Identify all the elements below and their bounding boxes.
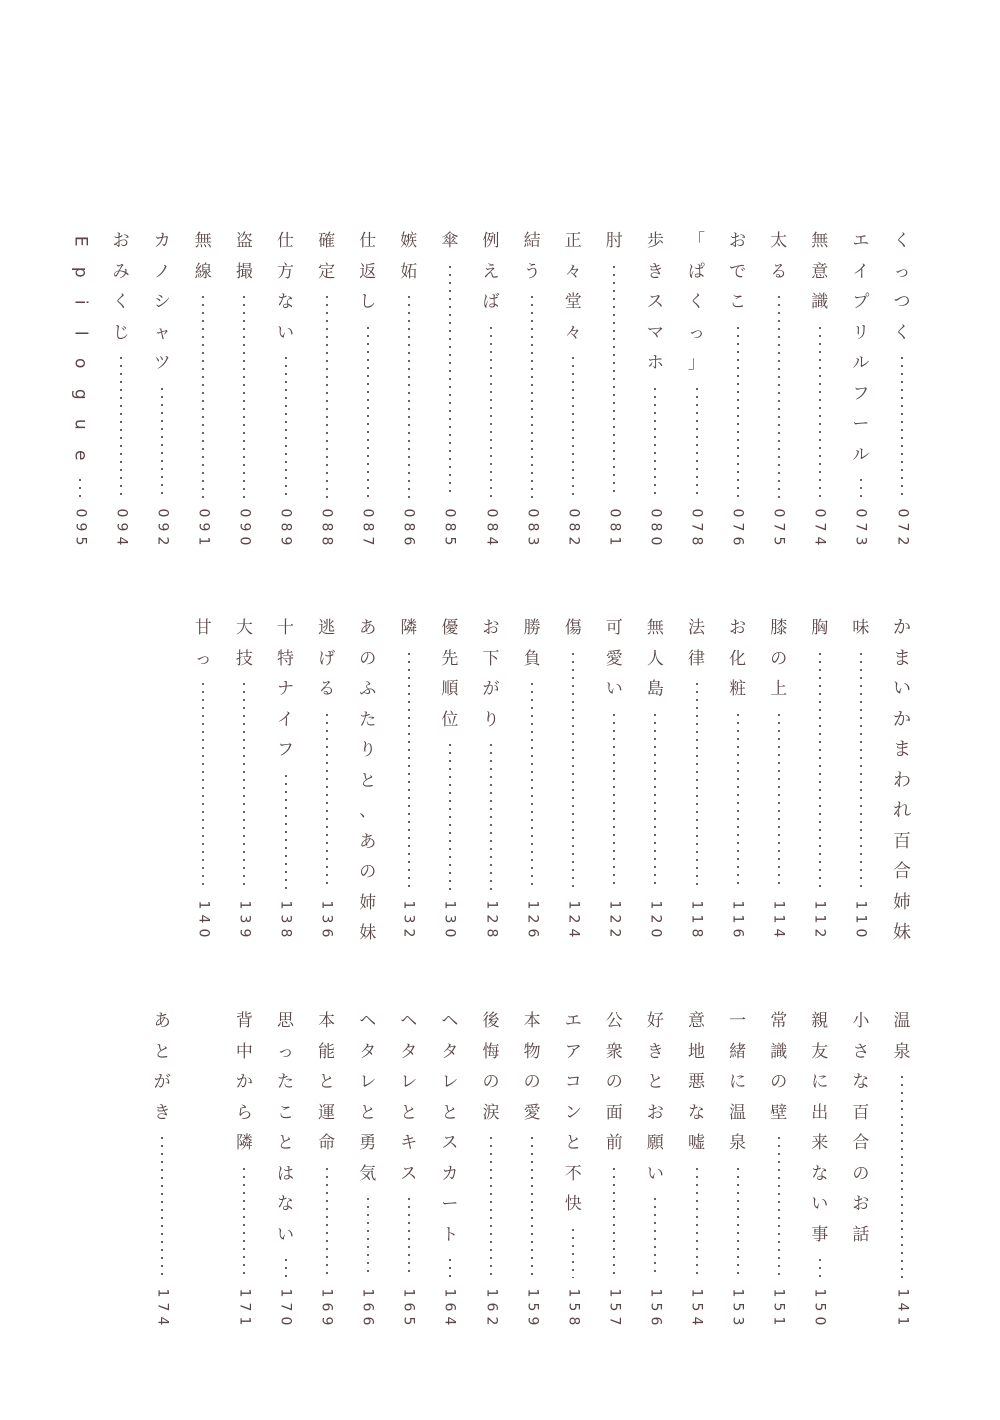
page-number: 1 3 6 (318, 900, 335, 938)
leader-dots (285, 1256, 287, 1278)
toc-entry (314, 1006, 340, 1328)
page-number: 0 9 1 (195, 508, 212, 546)
leader-dots (120, 354, 122, 498)
entry-title: 無 意 識 (811, 231, 829, 312)
leader-dots (819, 650, 821, 891)
page-number: 0 9 5 (71, 508, 88, 546)
entry-title: 無 線 (194, 231, 212, 282)
leader-dots (202, 680, 204, 890)
entry-title: 甘 っ (194, 618, 212, 669)
leader-dots (326, 711, 328, 891)
entry-title: あ の ふ た り と 、 あ の 姉 妹 (359, 618, 377, 943)
toc-entry (642, 613, 668, 940)
toc-entry (519, 1006, 545, 1328)
page-number: 1 7 4 (154, 1288, 171, 1326)
page-number: 1 6 5 (400, 1288, 417, 1326)
page-number: 1 5 1 (770, 1288, 787, 1326)
entry-title: 無 人 島 (646, 618, 664, 699)
toc-entry (766, 613, 792, 940)
section-heading (889, 613, 915, 943)
entry-title: 例 え ば (482, 231, 500, 312)
entry-title: ヘ タ レ と ス カ ー ト (441, 1011, 459, 1245)
page-number: 0 8 1 (606, 508, 623, 546)
entry-title: お み く じ (112, 231, 130, 343)
toc-entry (642, 1006, 668, 1328)
entry-title: 十 特 ナ イ フ (277, 618, 294, 760)
leader-dots (531, 1134, 533, 1278)
leader-dots (737, 1165, 739, 1279)
toc-entry (437, 1006, 463, 1328)
entry-title: 勝 負 (523, 618, 541, 669)
toc-entry (273, 226, 299, 548)
entry-title: 肘 (605, 231, 623, 251)
entry-title: あ と が き (153, 1011, 171, 1123)
entry-title: 「 ぱ く っ 」 (688, 231, 705, 373)
toc-entry (314, 613, 340, 940)
entry-title: 意 地 悪 な 嘘 (688, 1011, 705, 1153)
page-number: 1 1 2 (811, 900, 828, 938)
leader-dots (285, 772, 287, 891)
entry-title: 小 さ な 百 合 の お 話 (852, 1011, 870, 1245)
leader-dots (613, 263, 615, 499)
page-number: 0 9 4 (113, 508, 130, 546)
leader-dots (901, 354, 903, 498)
page-number: 1 1 8 (688, 900, 705, 938)
toc-entry (684, 613, 710, 940)
leader-dots (860, 650, 862, 891)
leader-dots (737, 711, 739, 891)
page-number: 1 2 0 (647, 900, 664, 938)
leader-dots (572, 1226, 574, 1279)
entry-title: 確 定 (318, 231, 336, 282)
page-number: 1 2 8 (482, 900, 499, 938)
page-number: 1 4 0 (195, 900, 212, 938)
toc-entry (807, 1006, 833, 1328)
page-number: 1 3 8 (277, 900, 294, 938)
leader-dots (367, 324, 369, 499)
leader-dots (572, 354, 574, 498)
entry-title: 正 々 堂 々 (564, 231, 582, 343)
entry-title: 膝 の 上 (770, 618, 788, 699)
toc-entry (314, 226, 340, 548)
page-number: 0 9 2 (154, 508, 171, 546)
leader-dots (613, 1165, 615, 1279)
entry-title: お で こ (729, 231, 747, 312)
toc-entry (519, 613, 545, 940)
leader-dots (654, 385, 656, 499)
toc-entry (437, 226, 463, 548)
page-number: 0 7 3 (852, 508, 869, 546)
entry-title: 結 う (523, 231, 541, 282)
entry-title: ヘ タ レ と 勇 気 (359, 1011, 377, 1184)
leader-dots (819, 324, 821, 499)
page-number: 1 5 7 (606, 1288, 623, 1326)
toc-entry (807, 613, 833, 940)
page-number: 1 7 1 (236, 1288, 253, 1326)
page-number: 1 5 0 (811, 1288, 828, 1326)
page-number: 0 7 5 (770, 508, 787, 546)
leader-dots (243, 680, 245, 890)
toc-entry (725, 1006, 751, 1328)
entry-title: ヘ タ レ と キ ス (400, 1011, 418, 1184)
toc-entry (149, 1006, 175, 1328)
page-number: 0 8 2 (565, 508, 582, 546)
toc-entry (190, 613, 216, 940)
toc-entry (273, 1006, 299, 1328)
entry-title: 大 技 (235, 618, 253, 669)
entry-title: 本 能 と 運 命 (318, 1011, 336, 1153)
page-number: 1 2 4 (565, 900, 582, 938)
toc-entry (231, 226, 257, 548)
leader-dots (490, 324, 492, 499)
leader-dots (449, 741, 451, 890)
page-number: 1 6 9 (318, 1288, 335, 1326)
entry-title: お 下 が り (482, 618, 500, 730)
entry-title: 温 泉 (893, 1011, 911, 1062)
toc-entry (725, 613, 751, 940)
page-number: 0 7 4 (811, 508, 828, 546)
toc-entry (355, 613, 381, 943)
leader-dots (613, 711, 615, 891)
entry-title: 嫉 妬 (400, 231, 418, 282)
toc-entry (889, 1006, 915, 1328)
section-heading-text: か ま い か ま わ れ 百 合 姉 妹 (893, 617, 911, 943)
toc-entry (560, 1006, 586, 1328)
leader-dots (326, 1165, 328, 1279)
toc-entry (355, 226, 381, 548)
leader-dots (161, 385, 163, 499)
page-number: 1 2 2 (606, 900, 623, 938)
leader-dots (367, 1195, 369, 1278)
entry-title: 傘 (441, 231, 459, 251)
page-number: 0 7 8 (688, 508, 705, 546)
leader-dots (654, 1195, 656, 1278)
leader-dots (285, 354, 287, 498)
page-number: 1 1 0 (852, 900, 869, 938)
entry-title: お 化 粧 (729, 618, 747, 699)
leader-dots (531, 293, 533, 498)
page-number: 1 3 2 (400, 900, 417, 938)
page-number: 1 2 6 (524, 900, 541, 938)
page-number: 1 5 4 (688, 1288, 705, 1326)
page-number: 1 3 0 (441, 900, 458, 938)
page-number: 1 3 9 (236, 900, 253, 938)
page-number: 0 8 3 (524, 508, 541, 546)
entry-title: 後 悔 の 涙 (482, 1011, 500, 1123)
page-number: 1 1 6 (729, 900, 746, 938)
entry-title: 仕 返 し (359, 231, 377, 312)
leader-dots (696, 680, 698, 890)
entry-title: 好 き と お 願 い (646, 1011, 664, 1184)
leader-dots (778, 711, 780, 891)
entry-title: 思 っ た こ と は な い (277, 1011, 294, 1245)
toc-entry (478, 1006, 504, 1328)
toc-entry (273, 613, 299, 940)
entry-title: 背 中 か ら 隣 (235, 1011, 253, 1153)
toc-entry (355, 1006, 381, 1328)
toc-entry (766, 1006, 792, 1328)
leader-dots (860, 476, 862, 498)
entry-title: 常 識 の 壁 (770, 1011, 788, 1123)
leader-dots (654, 711, 656, 891)
toc-entry (231, 613, 257, 940)
page-number: 1 5 6 (647, 1288, 664, 1326)
leader-dots (408, 293, 410, 498)
page-number: 1 7 0 (277, 1288, 294, 1326)
entry-title: 太 る (770, 231, 788, 282)
leader-dots (408, 650, 410, 891)
leader-dots (326, 293, 328, 498)
entry-title: 胸 (811, 618, 829, 638)
page-number: 0 8 0 (647, 508, 664, 546)
page-number: 0 7 2 (893, 508, 910, 546)
entry-title: 隣 (400, 618, 418, 638)
entry-title: 味 (852, 618, 870, 638)
toc-entry (67, 226, 93, 548)
toc-entry (684, 1006, 710, 1328)
toc-entry (684, 226, 710, 548)
toc-entry (807, 226, 833, 548)
toc-entry (848, 613, 874, 940)
toc-entry (231, 1006, 257, 1328)
toc-entry (560, 613, 586, 940)
toc-entry (396, 1006, 422, 1328)
entry-title: 本 物 の 愛 (523, 1011, 541, 1123)
toc-entry (396, 613, 422, 940)
entry-title: 逃 げ る (318, 618, 336, 699)
toc-entry (149, 226, 175, 548)
page-number: 1 5 8 (565, 1288, 582, 1326)
entry-title: エ ア コ ン と 不 快 (564, 1011, 582, 1214)
toc-entry (560, 226, 586, 548)
leader-dots (408, 1195, 410, 1278)
leader-dots (737, 324, 739, 499)
page-number: 1 1 4 (770, 900, 787, 938)
entry-title: く っ つ く (893, 231, 911, 343)
toc-entry (108, 226, 134, 548)
toc-entry (601, 1006, 627, 1328)
toc-entry (190, 226, 216, 548)
entry-title: 公 衆 の 面 前 (605, 1011, 623, 1153)
leader-dots (243, 1165, 245, 1279)
page-number: 0 8 8 (318, 508, 335, 546)
entry-title: 一 緒 に 温 泉 (729, 1011, 747, 1153)
page-number: 1 6 6 (359, 1288, 376, 1326)
leader-dots (449, 1256, 451, 1278)
entry-title: 仕 方 な い (277, 231, 294, 343)
page-number: 0 8 7 (359, 508, 376, 546)
entry-title: 盗 撮 (235, 231, 253, 282)
leader-dots (778, 1134, 780, 1278)
toc-entry (848, 226, 874, 548)
page-number: 0 9 0 (236, 508, 253, 546)
leader-dots (696, 1165, 698, 1279)
toc-entry (848, 1006, 874, 1328)
toc-entry (766, 226, 792, 548)
leader-dots (778, 293, 780, 498)
toc-entry (478, 613, 504, 940)
leader-dots (161, 1134, 163, 1278)
page-number: 1 5 9 (524, 1288, 541, 1326)
page-number: 0 8 4 (482, 508, 499, 546)
page-number: 0 8 5 (441, 508, 458, 546)
page-number: 1 6 4 (441, 1288, 458, 1326)
toc-entry (437, 613, 463, 940)
leader-dots (531, 680, 533, 890)
leader-dots (490, 1134, 492, 1278)
leader-dots (490, 741, 492, 890)
leader-dots (819, 1256, 821, 1278)
entry-title: 傷 (564, 618, 582, 638)
entry-title: 可 愛 い (605, 618, 623, 699)
entry-title: エ イ プ リ ル フ ー ル (852, 231, 870, 465)
toc-entry (396, 226, 422, 548)
toc-entry (725, 226, 751, 548)
toc-entry (478, 226, 504, 548)
entry-title: カ ノ シ ャ ツ (153, 231, 171, 373)
page-number: 0 8 9 (277, 508, 294, 546)
toc-entry (519, 226, 545, 548)
leader-dots (202, 293, 204, 498)
leader-dots (696, 385, 698, 499)
page-number: 1 4 1 (893, 1288, 910, 1326)
page-number: 1 6 2 (482, 1288, 499, 1326)
leader-dots (79, 476, 81, 498)
leader-dots (572, 650, 574, 891)
page-number: 0 7 6 (729, 508, 746, 546)
toc-entry (889, 226, 915, 548)
toc-entry (601, 613, 627, 940)
leader-dots (243, 293, 245, 498)
entry-title: E p i l o g u e (70, 235, 91, 460)
toc-entry (642, 226, 668, 548)
entry-title: 歩 き ス マ ホ (646, 231, 664, 373)
entry-title: 優 先 順 位 (441, 618, 459, 730)
leader-dots (901, 1073, 903, 1278)
page-number: 1 5 3 (729, 1288, 746, 1326)
page-number: 0 8 6 (400, 508, 417, 546)
leader-dots (449, 263, 451, 499)
entry-title: 法 律 (688, 618, 705, 669)
entry-title: 親 友 に 出 来 な い 事 (811, 1011, 829, 1245)
toc-entry (601, 226, 627, 548)
